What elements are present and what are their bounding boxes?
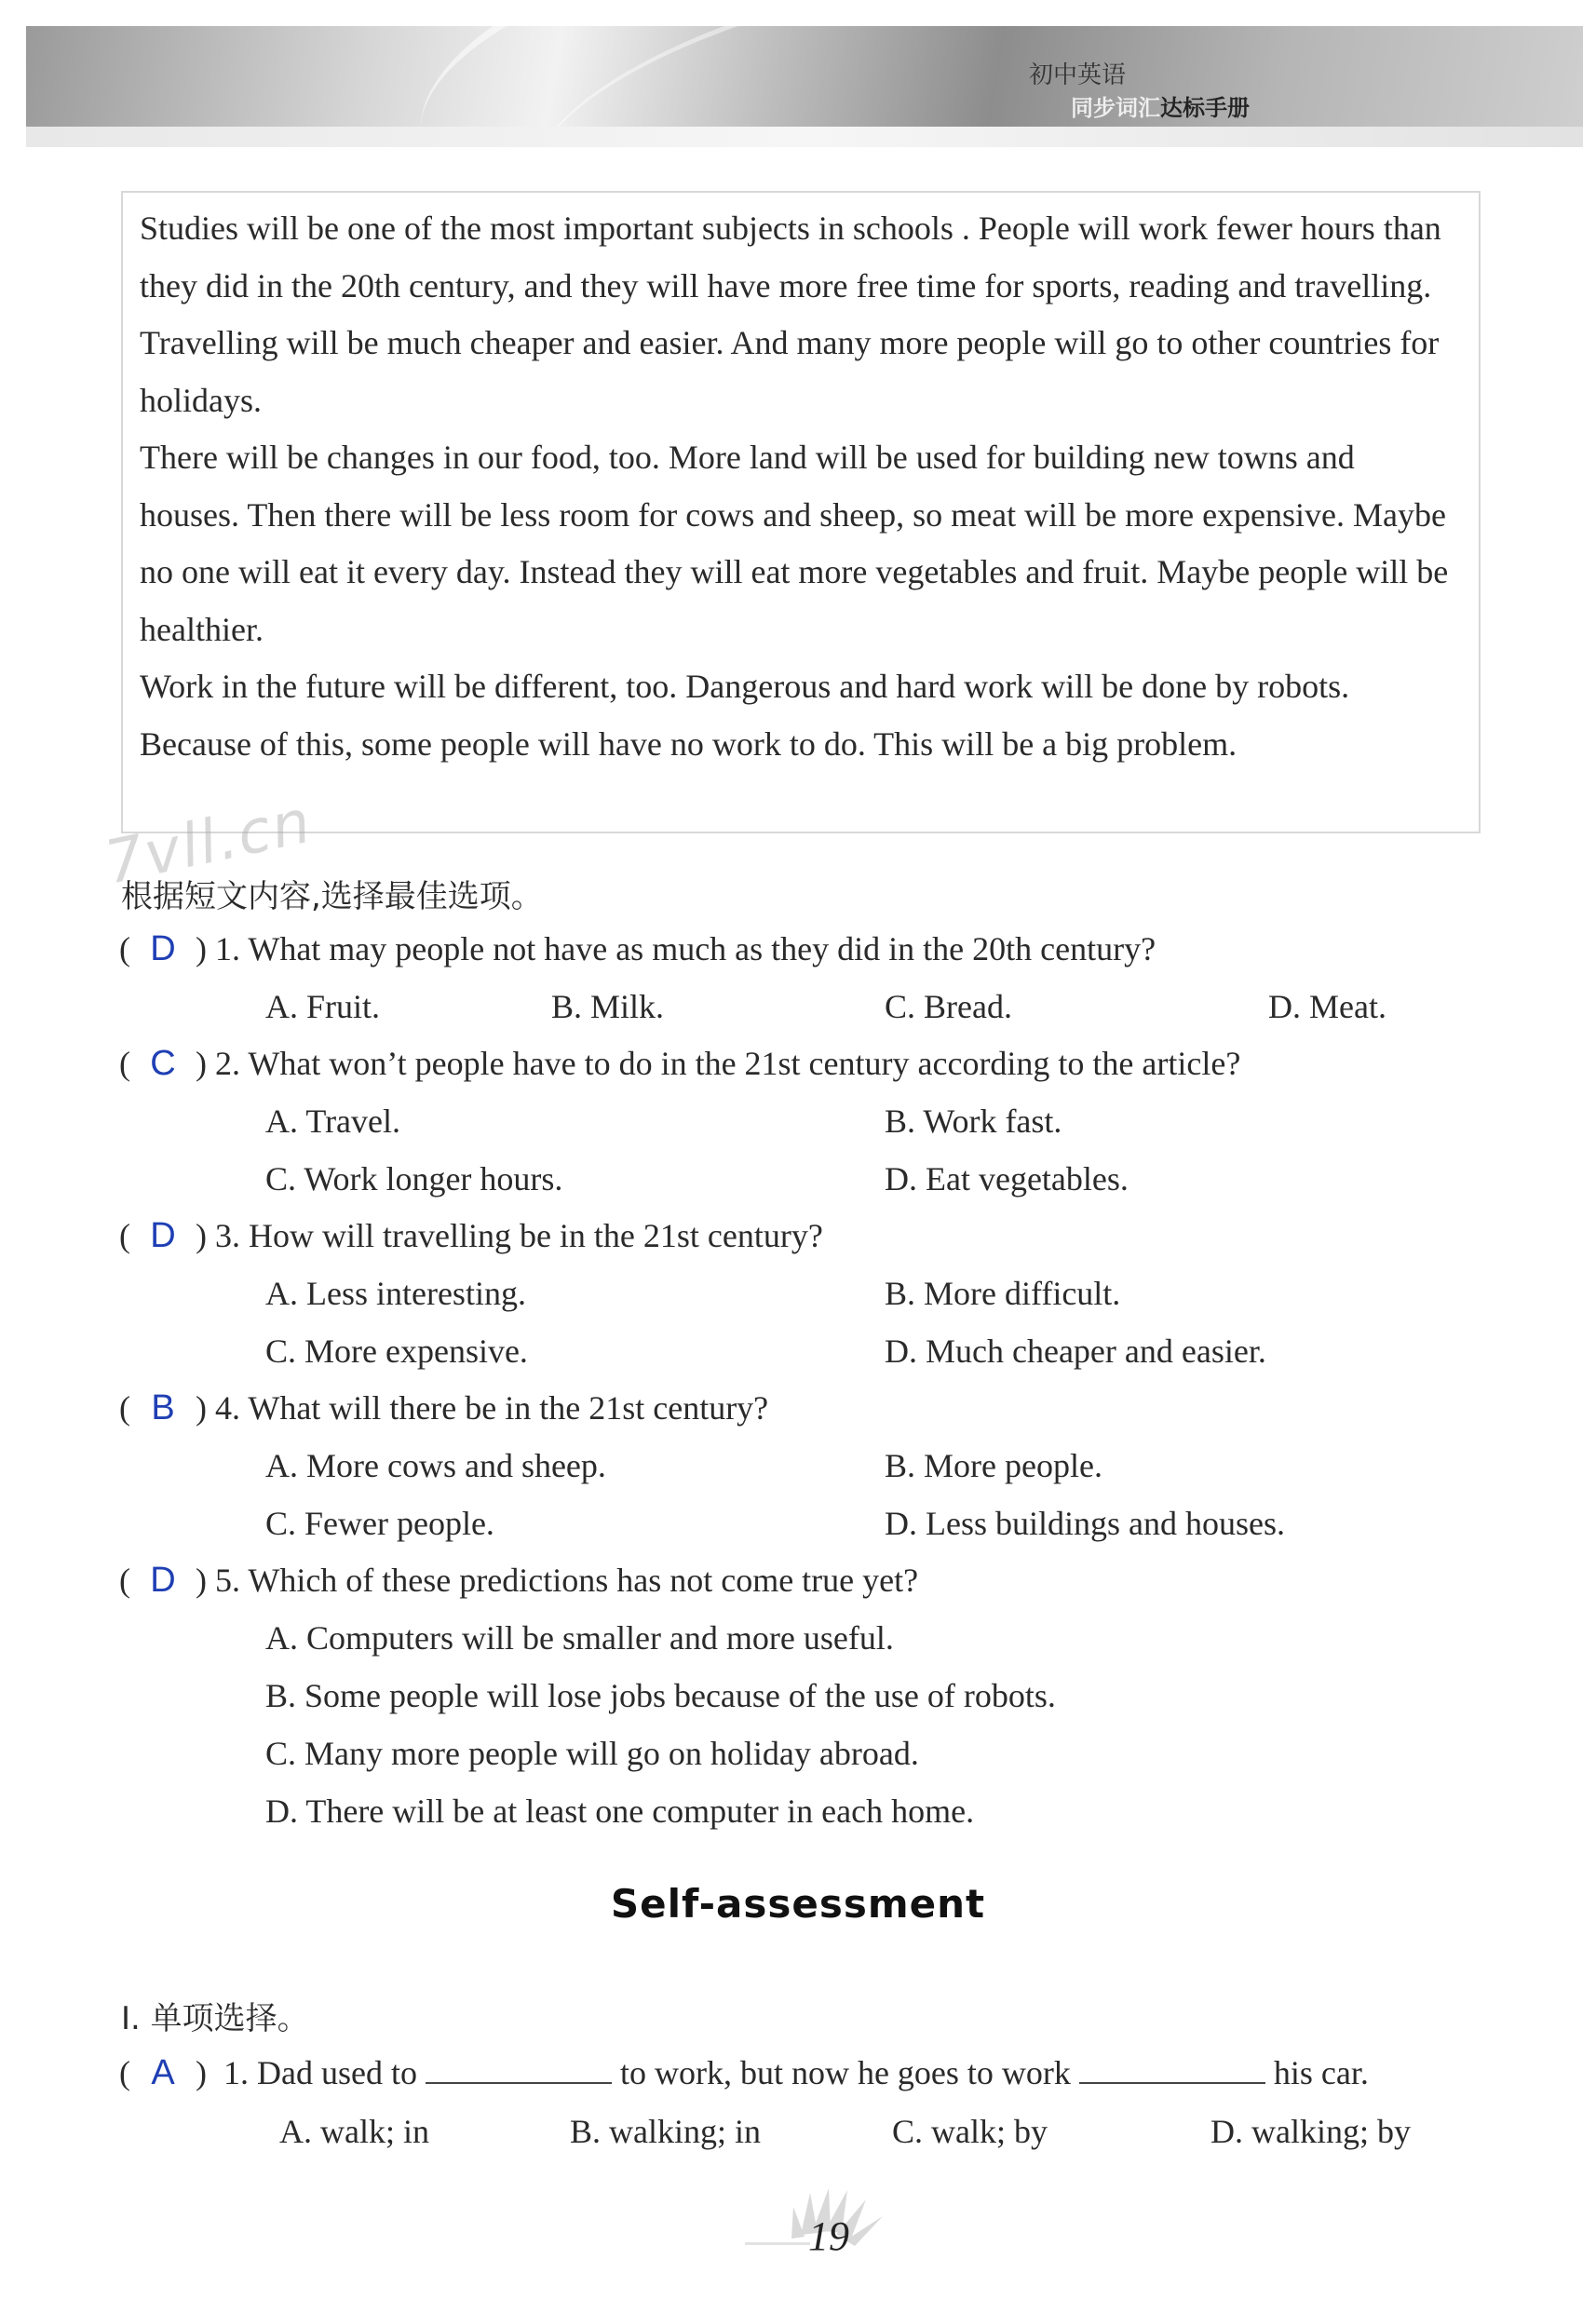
q5-option-b: B. Some people will lose jobs because of the use of robots. xyxy=(265,1677,1056,1714)
answer-4: B xyxy=(151,1388,175,1427)
q1-option-c: C. Bread. xyxy=(885,988,1012,1025)
instruction: 根据短文内容,选择最佳选项。 xyxy=(121,878,543,915)
s1q1-part2: to work, but now he goes to work xyxy=(619,2054,1071,2091)
s1q1-option-d: D. walking; by xyxy=(1211,2113,1411,2150)
q4-option-d: D. Less buildings and houses. xyxy=(885,1505,1285,1542)
q4-option-c: C. Fewer people. xyxy=(265,1505,494,1542)
q5-option-a: A. Computers will be smaller and more useful. xyxy=(265,1619,894,1657)
header-series: 同步词汇 xyxy=(1071,95,1160,121)
passage-paragraph-3: Work in the future will be different, too. Dangerous and hard work will be done by robots. Because of this, some people will have no work to do. This will be a big problem. xyxy=(140,668,1350,763)
question-1-text: 1. What may people not have as much as they did in the 20th century? xyxy=(215,930,1156,967)
q3-option-a: A. Less interesting. xyxy=(265,1275,526,1312)
reading-passage xyxy=(140,200,1462,773)
question-4: ( B ) 4. What will there be in the 21st century? xyxy=(119,1388,769,1427)
question-5-text: 5. Which of these predictions has not come true yet? xyxy=(215,1562,919,1599)
q2-option-a: A. Travel. xyxy=(265,1103,401,1140)
s1q1-part3: his car. xyxy=(1273,2054,1369,2091)
s1q1-option-b: B. walking; in xyxy=(570,2113,761,2150)
question-5: ( D ) 5. Which of these predictions has not come true yet? xyxy=(119,1561,919,1600)
page-header xyxy=(26,26,1583,147)
q2-option-c: C. Work longer hours. xyxy=(265,1160,563,1197)
question-1: ( D ) 1. What may people not have as much as they did in the 20th century? xyxy=(119,929,1156,968)
q4-option-b: B. More people. xyxy=(885,1447,1102,1484)
s1q1-part1: 1. Dad used to xyxy=(223,2054,417,2091)
q3-option-d: D. Much cheaper and easier. xyxy=(885,1333,1266,1370)
watermark: 7vll.cn xyxy=(99,787,318,899)
section-1-heading: Ⅰ. 单项选择。 xyxy=(121,2000,309,2037)
q4-option-a: A. More cows and sheep. xyxy=(265,1447,606,1484)
q3-option-b: B. More difficult. xyxy=(885,1275,1121,1312)
q5-option-c: C. Many more people will go on holiday abroad. xyxy=(265,1735,919,1772)
q2-option-b: B. Work fast. xyxy=(885,1103,1062,1140)
header-subject: 初中英语 xyxy=(1029,61,1127,89)
q1-option-d: D. Meat. xyxy=(1268,988,1386,1025)
section-1-answer-1: A xyxy=(151,2053,175,2092)
page-number: 19 xyxy=(808,2213,849,2259)
question-2: ( C ) 2. What won’t people have to do in the 21st century according to the article? xyxy=(119,1044,1241,1083)
answer-2: C xyxy=(150,1044,176,1083)
blank-2 xyxy=(1079,2054,1265,2084)
passage-paragraph-2: There will be changes in our food, too. More land will be used for building new towns and houses. Then there will be less room for cows and sheep, so meat will be more expensive. Maybe no one will eat it every day. Instead they will eat more vegetables and fruit. Maybe people will be healthier. xyxy=(140,439,1449,648)
header-handbook-title xyxy=(1071,89,1250,122)
q5-option-d: D. There will be at least one computer in each home. xyxy=(265,1793,975,1830)
header-bottom-band xyxy=(26,127,1583,147)
answer-1: D xyxy=(150,929,176,968)
question-4-text: 4. What will there be in the 21st century? xyxy=(215,1389,769,1427)
answer-3: D xyxy=(150,1216,176,1255)
section-1-question-1: ( A ) 1. Dad used to to work, but now he goes to work his car. xyxy=(119,2053,1369,2092)
section-title: Self-assessment xyxy=(610,1881,986,1927)
q1-option-a: A. Fruit. xyxy=(265,988,381,1025)
question-2-text: 2. What won’t people have to do in the 21st century according to the article? xyxy=(215,1045,1241,1082)
answer-5: D xyxy=(150,1561,176,1600)
q2-option-d: D. Eat vegetables. xyxy=(885,1160,1129,1197)
question-3: ( D ) 3. How will travelling be in the 21st century? xyxy=(119,1216,823,1255)
q1-option-b: B. Milk. xyxy=(551,988,665,1025)
s1q1-option-a: A. walk; in xyxy=(279,2113,429,2150)
header-handbook: 达标手册 xyxy=(1160,95,1250,121)
passage-paragraph-1: Studies will be one of the most important subjects in schools . People will work fewer hours than they did in the 20th century, and they will have more free time for sports, reading and travelling. Travelling will be much cheaper and easier. And many more people will go to other countries for holidays. xyxy=(140,210,1441,419)
question-3-text: 3. How will travelling be in the 21st century? xyxy=(215,1217,823,1254)
blank-1 xyxy=(426,2054,612,2084)
s1q1-option-c: C. walk; by xyxy=(892,2113,1048,2150)
q3-option-c: C. More expensive. xyxy=(265,1333,528,1370)
